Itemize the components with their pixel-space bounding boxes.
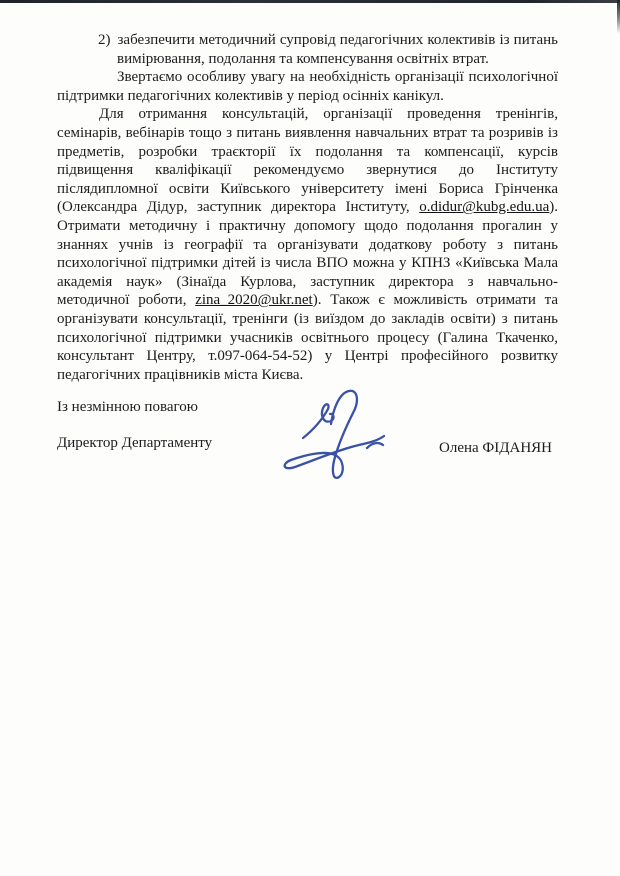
list-item-marker: 2) xyxy=(98,32,111,48)
paragraph-text-segment: ). Також є можливість отримати та організувати консультації, тренінги (із виїздом до закладів освіти) з питань психологічної підтримки учасників освітнього процесу (Галина Ткаченко, консультант Центру, т.097-064-54-52) у Центрі професійного розвитку педагогічних працівників міста Києва. xyxy=(57,292,558,383)
signature-area xyxy=(57,398,558,457)
paragraph-text-segment: Для отримання консультацій, організації проведення тренінгів, семінарів, вебінарів тощо з питань виявлення навчальних втрат та розривів із предметів, розробки траєкторії їх подолання та компенсації, курсів підвищення кваліфікації рекомендуємо звернутися до Інституту післядипломної освіти Київського університету імені Бориса Грінченка (Олександра Дідур, заступник директора Інституту, xyxy=(57,106,558,216)
signer-position-title: Директор Департаменту xyxy=(57,434,213,451)
list-item-text: забезпечити методичний супровід педагогічних колективів із питань вимірювання, подолання та компенсування освітніх втрат. xyxy=(117,32,558,67)
closing-salutation: Із незмінною повагою xyxy=(57,399,198,415)
letter-body xyxy=(57,31,558,384)
email-link[interactable]: o.didur@kubg.edu.ua xyxy=(419,199,550,216)
scan-edge-top xyxy=(0,0,620,3)
paragraph-main xyxy=(57,105,558,384)
signature-row xyxy=(57,434,558,458)
list-item-2 xyxy=(98,31,558,68)
email-link[interactable]: zina_2020@ukr.net xyxy=(195,292,313,309)
signer-name: Олена ФІДАНЯН xyxy=(439,439,552,456)
paragraph-text-segment: ). Отримати методичну і практичну допомогу щодо подолання прогалин у знаннях учнів із географії та організувати додаткову роботу з питань психологічної підтримки дітей із числа ВПО можна у КПНЗ «Київська Мала академія наук» (Зінаїда Курлова, заступник директора з навчально-методичної роботи, xyxy=(57,199,558,309)
paragraph-attention: Звертаємо особливу увагу на необхідність організації психологічної підтримки педагогічних колективів у період осінніх канікул. xyxy=(57,69,558,104)
